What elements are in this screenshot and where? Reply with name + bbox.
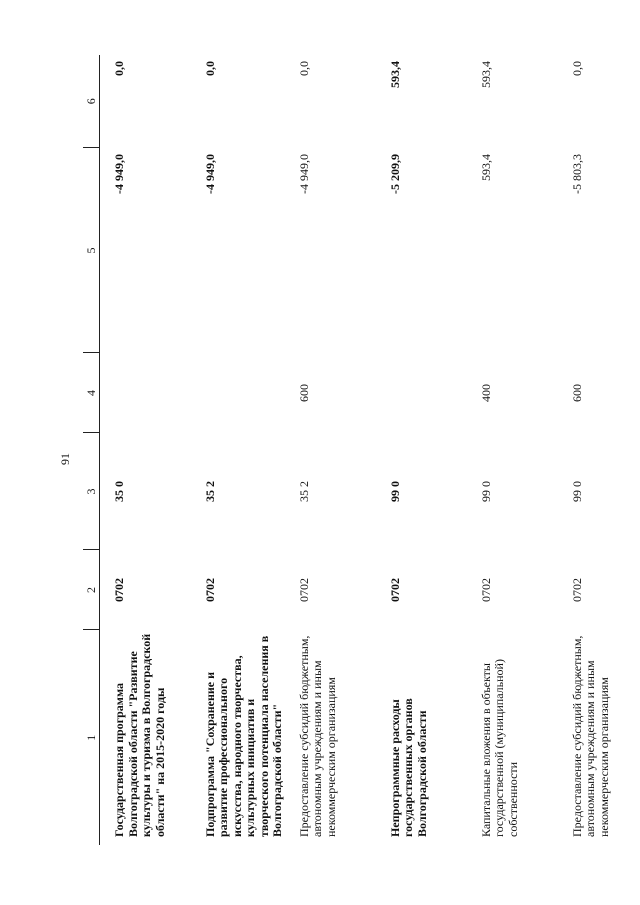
table-row (285, 55, 376, 845)
expense-type-code: 600 (569, 384, 584, 402)
row-name: Непрограммные расходы государственных органов Волгоградской области (387, 698, 429, 837)
column-header-5: 5 (83, 148, 100, 353)
section-code: 0702 (569, 578, 584, 602)
section-code: 0702 (202, 578, 217, 602)
amount-col5: -5 803,3 (569, 154, 584, 194)
column-header-1: 1 (83, 630, 100, 845)
expense-type-code (376, 353, 467, 433)
row-name: Предоставление субсидий бюджетным, автономным учреждениям и иным некоммерческим организациям (569, 635, 611, 837)
amount-col5: -4 949,0 (296, 154, 311, 194)
rotated-table-container (83, 55, 638, 845)
row-name: Подпрограмма "Сохранение и развитие профессионального искусства, народного творчества, культурных инициатив и творческого потенциала населения в Волгоградской области" (202, 635, 284, 837)
row-name: Капитальные вложения в объекты государственной (муниципальной) собственности (478, 659, 520, 837)
column-header-4: 4 (83, 353, 100, 433)
table-row (558, 55, 640, 845)
budget-table (83, 55, 640, 845)
amount-col6: 593,4 (387, 61, 402, 88)
expense-type-code (100, 353, 191, 433)
column-header-2: 2 (83, 550, 100, 630)
amount-col6: 0,0 (112, 61, 126, 76)
table-row (467, 55, 558, 845)
amount-col5: 593,4 (478, 154, 493, 181)
amount-col5: -4 949,0 (202, 154, 217, 194)
program-code: 99 0 (387, 481, 402, 502)
amount-col6: 593,4 (478, 61, 493, 88)
row-name: Государственная программа Волгоградской области "Развитие культуры и туризма в Волгоградской области" на 2015-2020 годы (112, 633, 167, 837)
program-code: 35 2 (202, 481, 217, 502)
program-code: 99 0 (478, 481, 493, 502)
section-code: 0702 (387, 578, 402, 602)
header-row (83, 55, 100, 845)
table-row (100, 55, 191, 845)
section-code: 0702 (112, 578, 126, 602)
amount-col6: 0,0 (296, 61, 311, 76)
amount-col5: -4 949,0 (112, 154, 126, 194)
amount-col6: 0,0 (569, 61, 584, 76)
program-code: 35 0 (112, 481, 126, 502)
section-code: 0702 (478, 578, 493, 602)
table-row (191, 55, 285, 845)
section-code: 0702 (296, 578, 311, 602)
column-header-3: 3 (83, 433, 100, 550)
table-row (376, 55, 467, 845)
expense-type-code: 400 (478, 384, 493, 402)
amount-col5: -5 209,9 (387, 154, 402, 194)
column-header-6: 6 (83, 55, 100, 148)
amount-col6: 0,0 (202, 61, 217, 76)
expense-type-code (191, 353, 285, 433)
expense-type-code: 600 (296, 384, 311, 402)
page-number: 91 (58, 453, 72, 465)
row-name: Предоставление субсидий бюджетным, автономным учреждениям и иным некоммерческим организациям (296, 635, 338, 837)
program-code: 35 2 (296, 481, 311, 502)
program-code: 99 0 (569, 481, 584, 502)
